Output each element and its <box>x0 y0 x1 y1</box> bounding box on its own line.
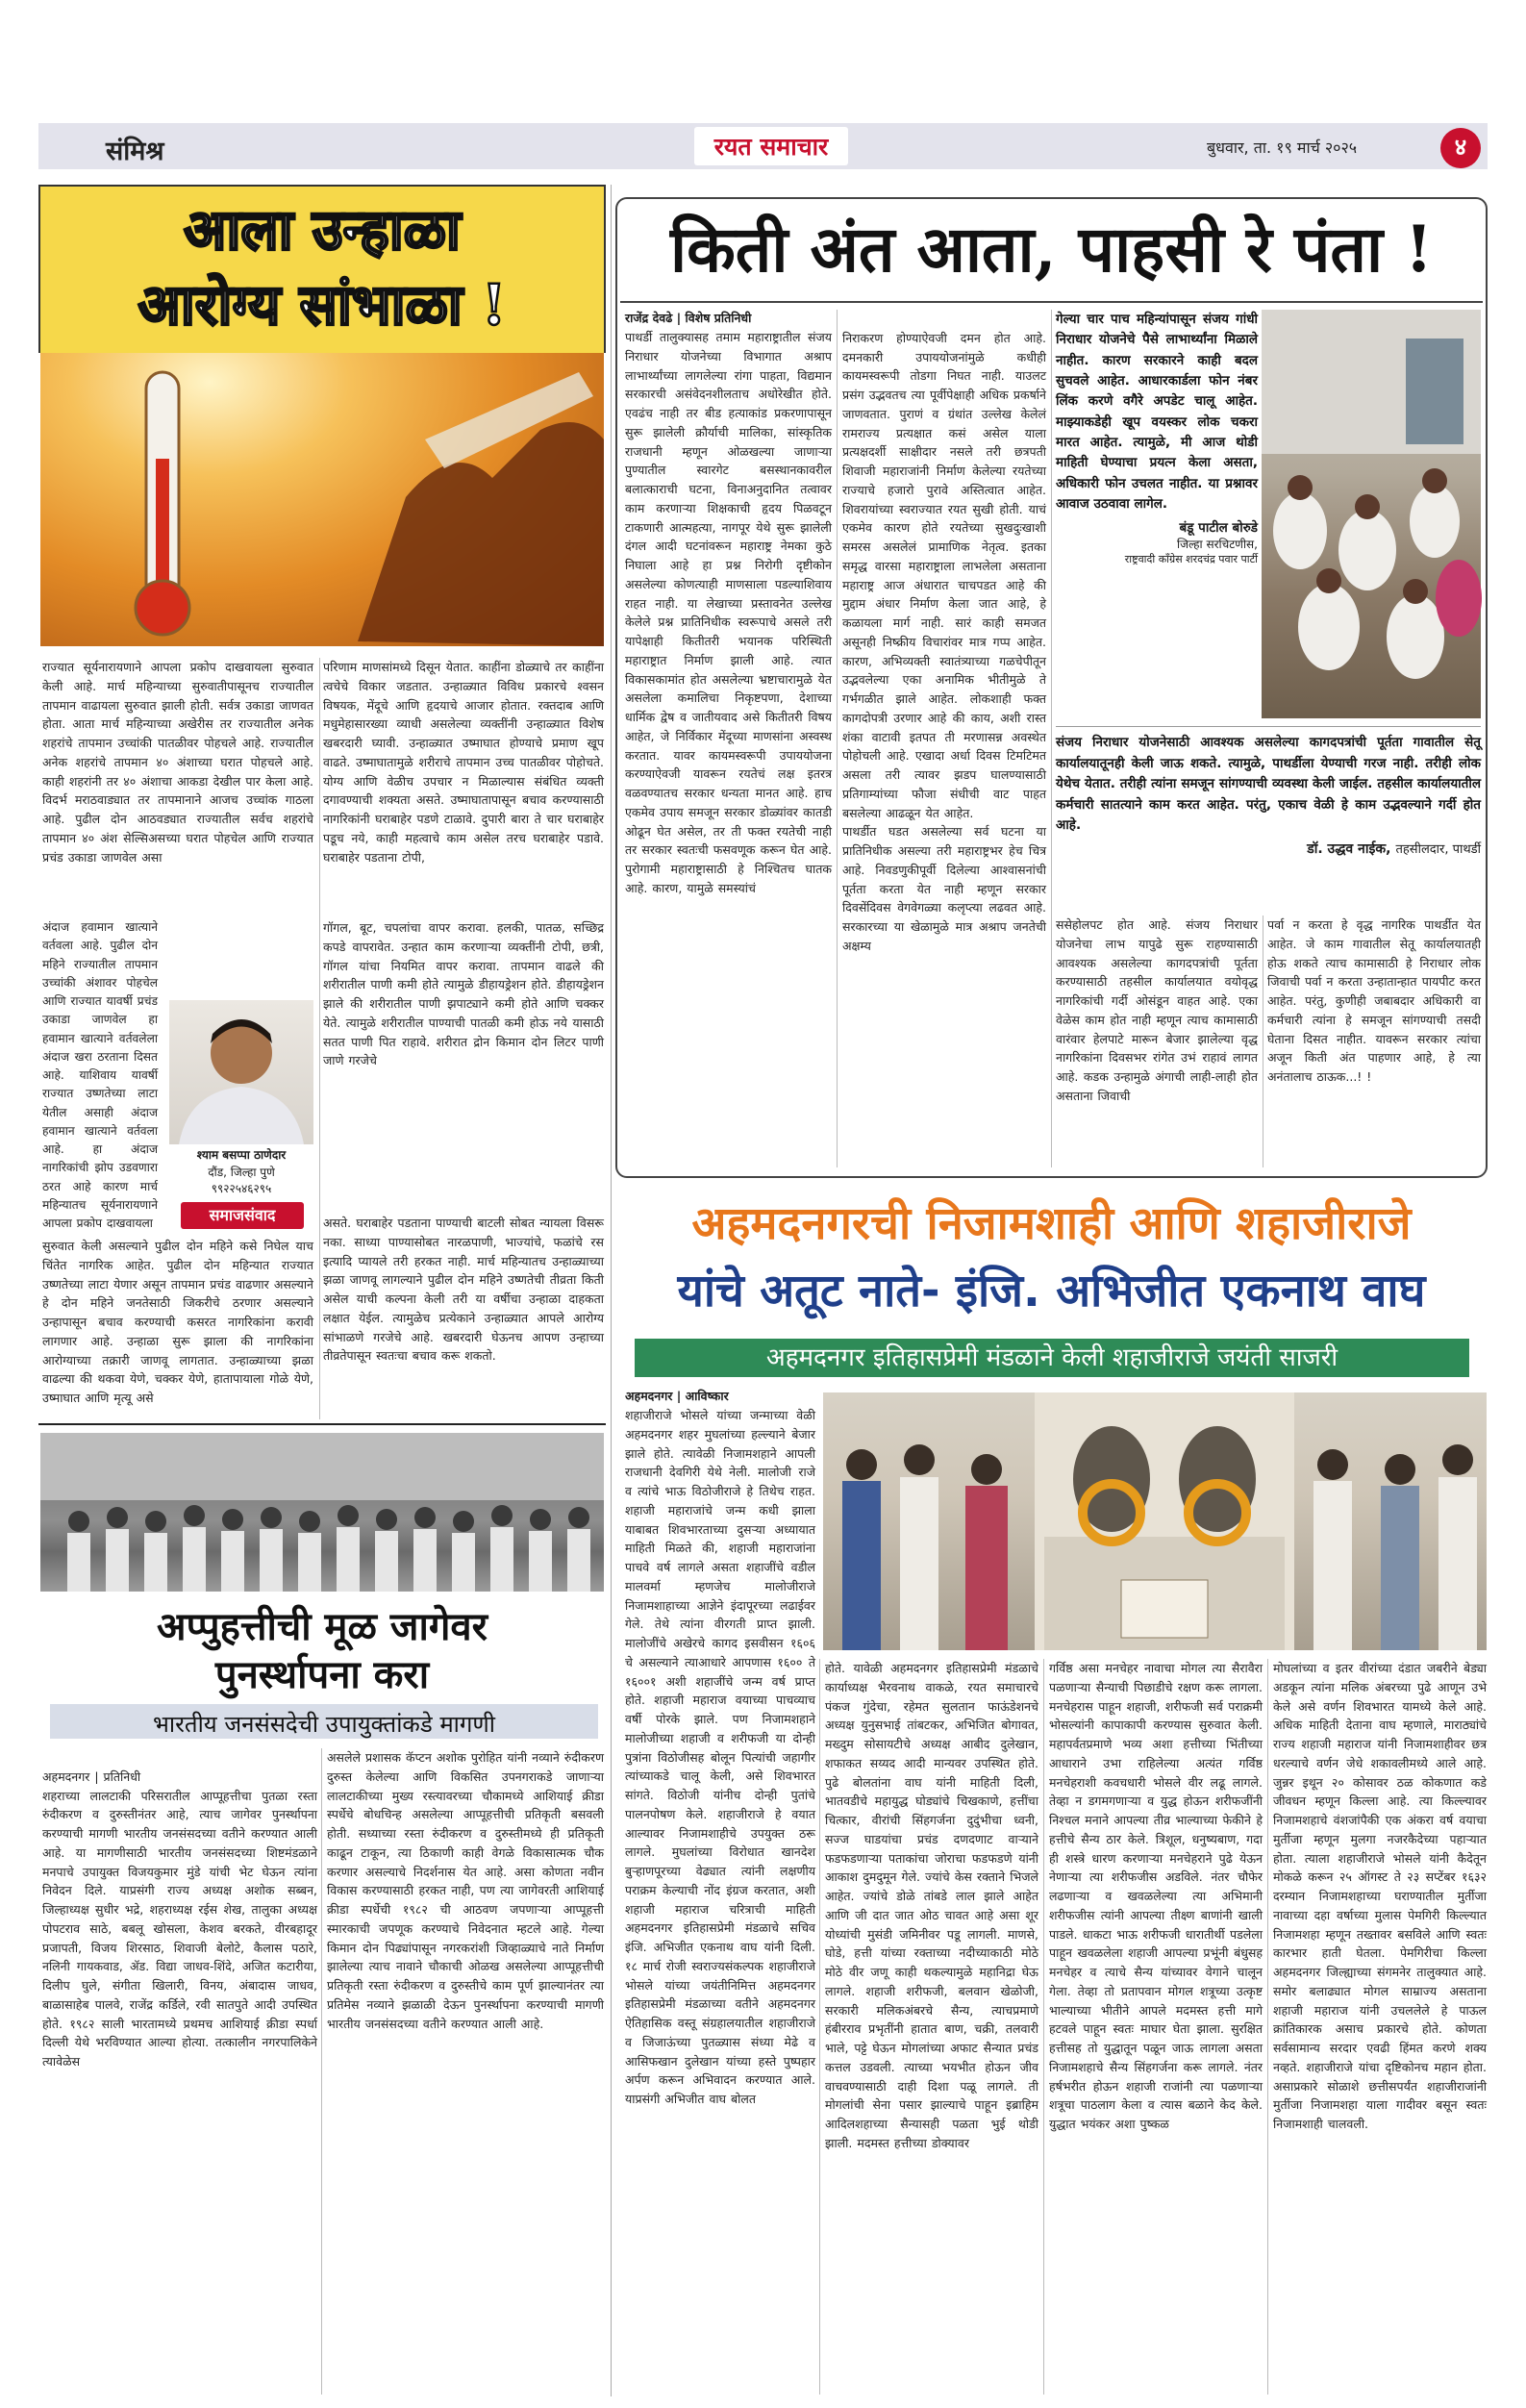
shahaji-headline-line1: अहमदनगरची निजामशाही आणि शहाजीराजे <box>691 1197 1412 1250</box>
shahaji-divider2 <box>1043 1659 1044 2395</box>
page-number-badge <box>1440 128 1481 168</box>
panta-quote-box <box>1056 310 1258 718</box>
panta-text-col3 <box>1056 916 1258 1167</box>
shahaji-text-col4 <box>1273 1659 1487 2395</box>
panta-quote-role2: राष्ट्रवादी काँग्रेस शरदचंद्र पवार पार्टी <box>1124 553 1258 566</box>
appu-paragraph: अहमदनगर | प्रतिनिधी शहराच्या लालटाकी परिसरातील आप्पूहत्तीचा पुतळा रस्ता रुंदीकरण व दुरुस्तीनंतर आहे, त्याच जागेवर पुनर्स्थापना करण्याची मागणी भारतीय जनसंसदच्या वतीने करण्यात आली आहे. या मागणीसाठी भारतीय जनसंसदच्या शिष्टमंडळाने मनपाचे उपायुक्त विजयकुमार मुंडे यांची भेट घेऊन त्यांना निवेदन दिले. याप्रसंगी राज्य अध्यक्ष अशोक सब्बन, जिल्हाध्यक्ष सुधीर भद्रे, शहराध्यक्ष रईस शेख, तालुका अध्यक्ष पोपटराव साठे, बबलू खोसला, केशव बरकते, वीरबहादूर प्रजापती, विजय शिरसाठ, शिवाजी बेलोटे, कैलास पठारे, नलिनी गायकवाड, ॲड. विद्या जाधव-शिंदे, अजित कटारीया, दिलीप घुले, संगीता खिलारी, विनय, अंबादास जाधव, बाळासाहेब पालवे, राजेंद्र कर्डिले, रवी सातपुते आदी उपस्थित होते. १९८२ साली भारतामध्ये प्रथमच आशियाई क्रीडा स्पर्धा दिल्ली येथे भरविण्यात आल्या होत्या. तत्कालीन नगरपालिकेने त्यावेळेस <box>42 1768 317 2069</box>
appu-headline-line2: पुनर्स्थापना करा <box>214 1652 430 1697</box>
appu-paragraph: असलेले प्रशासक कॅप्टन अशोक पुरोहित यांनी नव्याने रुंदीकरण दुरुस्त केलेल्या आणि विकसित उपनगराकडे जाणाऱ्या लालटाकीच्या मुख्य रस्त्यावरच्या चौकामध्ये आशियाई क्रीडा स्पर्धेचे बोधचिन्ह असलेल्या आप्पूहत्तीची प्रतिकृती बसवली होती. सध्याच्या रस्ता रुंदीकरण व दुरुस्तीमध्ये ही प्रतिकृती काढून टाकून, त्या ठिकाणी काही वेगळे विकासात्मक चौक करणार असल्याचे निदर्शनास येत आहे. असा कोणता नवीन विकास करण्यासाठी हरकत नाही, पण त्या जागेवरती आशियाई क्रीडा स्पर्धेची १९८२ ची आठवण जपणाऱ्या आप्पूहत्ती स्मारकाची जपणूक करण्याचे निवेदनात म्हटले आहे. गेल्या किमान दोन पिढ्यांपासून नगरकरांशी जिव्हाळ्याचे नाते निर्माण झालेल्या त्याच नावाने चौकाची ओळख असलेल्या आप्पूहत्तीची प्रतिकृती रस्ता रुंदीकरण व दुरुस्तीचे काम पूर्ण झाल्यानंतर त्या प्रतिमेस नव्याने झळाळी देऊन पुनर्स्थापना करण्याची मागणी भारतीय जनसंसदच्या वतीने करण्यात आली आहे. <box>327 1750 604 2031</box>
panta-divider2 <box>1051 310 1052 1167</box>
panta-official-signature <box>1056 839 1481 858</box>
shahaji-divider3 <box>1267 1659 1268 2395</box>
author-place: दौंड, जिल्हा पुणे <box>208 1166 275 1179</box>
summer-text-col2a <box>323 658 604 917</box>
shahaji-divider1 <box>819 1659 820 2395</box>
author-tag <box>181 1202 304 1229</box>
shahaji-subhead: अहमदनगर इतिहासप्रेमी मंडळाने केली शहाजीराजे जयंती साजरी <box>765 1343 1338 1372</box>
shahaji-subhead-banner <box>635 1339 1469 1377</box>
summer-headline-box <box>38 185 606 353</box>
section-label: संमिश्र <box>106 137 164 166</box>
summer-headline-line2: आरोग्य सांभाळा ! <box>138 272 507 338</box>
panta-quote-text: गेल्या चार पाच महिन्यांपासून संजय गांधी निराधार योजनेचे पैसे लाभार्थ्यांना मिळाले नाहीत. कारण सरकारने काही बदल सुचवले आहेत. आधारकार्डला फोन नंबर लिंक करणे वगैरे अपडेट चालू आहेत. माझ्याकडेही खूप वयस्कर लोक चकरा मारत आहेत. त्यामुळे, मी आज थोडी माहिती घेण्याचा प्रयत्न केला असता, अधिकारी फोन उचलत नाहीत. या प्रश्नावर आवाज उठवावा लागेल. <box>1056 312 1258 512</box>
panta-official-role: तहसीलदार, पाथर्डी <box>1395 841 1481 857</box>
summer-text-col1b <box>42 918 158 1231</box>
appu-divider <box>321 1748 322 2395</box>
panta-quote-name: बंडू पाटील बोरुडे <box>1179 520 1258 537</box>
summer-paragraph: अंदाज हवामान खात्याने वर्तवला आहे. पुढील दोन महिने राज्यातील तापमान उच्चांकी अंशावर पोहचेल आणि राज्यात यावर्षी प्रचंड उकाडा जाणवेल हा हवामान खात्याने वर्तवलेला अंदाज खरा ठरताना दिसत आहे. याशिवाय यावर्षी राज्यात उष्णतेच्या लाटा येतील असाही अंदाज हवामान खात्याने वर्तवला आहे. हा अंदाज नागरिकांची झोप उडवणारा ठरत आहे कारण मार्च महिन्यातच सूर्यनारायणाने आपला प्रकोप दाखवायला <box>42 920 158 1231</box>
appu-subhead: भारतीय जनसंसदेची उपायुक्तांकडे मागणी <box>153 1711 495 1738</box>
panta-paragraph: निराकरण होण्याऐवजी दमन होत आहे. दमनकारी उपाययोजनांमुळे कधीही कायमस्वरूपी तोडगा निघत नाही. याउलट प्रसंग उद्भवतच त्या पूर्वीपेक्षाही अधिक प्रकर्षाने जाणवतात. पुराणं व ग्रंथांत उल्लेख केलेलं रामराज्य प्रत्यक्षात कसं असेल याला प्रत्यक्षदर्शी साक्षीदार नसले तरी छत्रपती शिवाजी महाराजांनी निर्माण केलेल्या रयतेच्या राज्याचे हजारो पुरावे अस्तित्वात आहेत. शिवरायांच्या स्वराज्यात रयत सुखी होती. याचं एकमेव कारण होते रयतेच्या सुखदुःखाशी समरस असलेलं प्रामाणिक नेतृत्व. इतका समृद्ध वारसा महाराष्ट्राला लाभलेला असताना महाराष्ट्र आज अंधारात चाचपडत आहे की मुद्दाम अंधार निर्माण केला जात आहे, हे कळायला मार्ग नाही. सारं काही समजत असूनही निष्क्रीय विचारांवर मात्र गप्प आहेत. कारण, अभिव्यक्ती स्वातंत्र्याच्या गळचेपीतून उद्भवलेल्या एका अनामिक भीतीमुळे ते गर्भगळीत झाले आहेत. लोकशाही फक्त कागदोपत्री उरणार आहे की काय, अशी रास्त शंका वाटावी इतपत ती मरणासन्न अवस्थेत पोहोचली आहे. एखादा अर्धा दिवस टिमटिमत असला तरी त्यावर झडप घालण्यासाठी प्रतिगाम्यांच्या फौजा संधीची वाट पाहत बसलेल्या आढळून येत आहेत. पाथर्डीत घडत असलेल्या सर्व घटना या प्रातिनिधीक असल्या तरी महाराष्ट्रभर हेच चित्र आहे. निवडणुकीपूर्वी दिलेल्या आश्वासनांची पूर्तता करता येत नाही म्हणून सरकार दिवसेंदिवस वेगवेगळ्या कलृप्त्या लढवत आहे. सरकारच्या या खेळामुळे मात्र अश्राप जनतेची अक्षम्य <box>842 330 1046 953</box>
panta-paragraph: पाथर्डी तालुक्यासह तमाम महाराष्ट्रातील संजय निराधार योजनेच्या विभागात अश्राप लाभार्थ्यांच्या लागलेल्या रांगा पाहता, विद्यमान सरकारची असंवेदनशीलताच अधोरेखीत होते. एवढंच नाही तर बीड हत्याकांड प्रकरणापासून सुरू झालेली क्रौर्याची मालिका, सांस्कृतिक राजधानी म्हणून ओळखल्या जाणाऱ्या पुण्यातील स्वारगेट बसस्थानकावरील बलात्काराची घटना, विनाअनुदानित तत्वावर काम करणाऱ्या शिक्षकाची हृदय पिळवटून टाकणारी आत्महत्या, नागपूर येथे सुरू झालेली दंगल आदी घटनांवरून महाराष्ट्र नेमका कुठे निघाला आहे हा प्रश्न निरोगी दृष्टीकोन असलेल्या कोणत्याही माणसाला पडल्याशिवाय राहत नाही. या लेखाच्या प्रस्तावनेत उल्लेख केलेले प्रश्न प्रातिनिधीक स्वरूपाचे असले तरी यापेक्षाही कितीतरी भयानक परिस्थिती महाराष्ट्रात निर्माण झाली आहे. त्यात विकासकामांत होत असलेल्या भ्रष्टाचारामुळे येत असलेला कमालिचा निकृष्टपणा, देशाच्या धार्मिक द्वेष व जातीयवाद असे कितीतरी विषय आहेत, जे निर्विकार मेंदूच्या माणसांना अस्वस्थ करतात. यावर कायमस्वरूपी उपाययोजना करण्याऐवजी यावरून रयतेचं लक्ष इतरत्र वळवण्यातच सरकार धन्यता मानत आहे. हाच एकमेव उपाय समजून सरकार डोळ्यांवर कातडी ओढून घेत असेल, तर ती फक्त रयतेची नाही तर सरकार स्वतःची फसवणूक करून घेत आहे. पुरोगामी महाराष्ट्रासाठी हे निश्चितच घातक आहे. कारण, यामुळे समस्यांचं <box>625 330 832 895</box>
summer-text-col2c <box>323 1214 604 1419</box>
panta-crowd-photo <box>1262 310 1481 718</box>
panta-text-col4 <box>1267 916 1481 1167</box>
author-name: श्याम बसप्पा ठाणेदार <box>196 1148 287 1162</box>
appu-text-col1 <box>42 1748 317 2395</box>
panta-divider1 <box>837 310 838 1167</box>
paper-name: रयत समाचार <box>713 133 829 161</box>
panta-byline: राजेंद्र देवढे | विशेष प्रतिनिधी <box>625 311 752 325</box>
shahaji-text-col3 <box>1049 1659 1263 2395</box>
panta-paragraph: पर्वा न करता हे वृद्ध नागरिक पाथर्डीत येत आहेत. जे काम गावातील सेतू कार्यालयातही होऊ शकते त्याच कामासाठी हे निराधार लोक जिवाची पर्वा न करता उन्हातान्हात पायपीट करत आहेत. परंतु, कुणीही जबाबदार अधिकारी वा कर्मचारी त्यांना हे समजून सांगण्याची तसदी घेताना दिसत नाहीत. यावरून सरकार त्यांचा अजून किती अंत पाहणार आहे, हे त्या अनंतालाच ठाऊक...! ! <box>1267 917 1481 1084</box>
shahaji-text-col1 <box>625 1406 815 2395</box>
summer-divider <box>319 658 320 1419</box>
summer-paragraph: राज्यात सूर्यनारायणाने आपला प्रकोप दाखवायला सुरुवात केली आहे. मार्च महिन्याच्या सुरुवातीपासूनच राज्यातील तापमान वाढायला सुरुवात झाली होती. सर्वत्र उकाडा जाणवत होता. आता मार्च महिन्याच्या अखेरीस तर राज्यातील अनेक शहरांचे तापमान उच्चांकी पातळीवर पोहचले आहे. राज्यातील अनेक शहरांचे तापमान ४० अंशाच्या घरात पोहचले आहे. काही शहरांनी तर ४० अंशाचा आकडा देखील पार केला आहे. विदर्भ मराठवाड्यात तर तापमानाने आजच उच्चांक गाठला आहे. पुढील दोन आठवड्यात राज्यातील सर्वच शहरांचे तापमान ४० अंश सेल्सिअसच्या घरात पोहचेल आणि राज्यात प्रचंड उकाडा जाणवेल असा <box>42 660 313 865</box>
summer-bottom-rule <box>38 1423 606 1425</box>
shahaji-tribute-photo <box>823 1392 1487 1650</box>
shahaji-paragraph: मोघलांच्या व इतर वीरांच्या दंडात जबरीने बेड्या अडकून त्यांना मलिक अंबरच्या पुढे आणून उभे केले असे वर्णन शिवभारत यामध्ये केले आहे. अधिक माहिती देताना वाघ म्हणाले, माराठ्यांचे राज्य शहाजी महाराज यांनी निजामशाहीवर छत्र धरल्याचे वर्णन जेधे शकावलीमध्ये आले आहे. जुन्नर इथून २० कोसावर ठळ कोकणात कडे जीवधन म्हणून किल्ला आहे. त्या किल्ल्यावर निजामशहाचे वंशजांपैकी एक अंकरा वर्ष वयाचा मुर्तीजा म्हणून मुलगा नजरकैदेच्या पहाऱ्यात होता. त्याला शहाजीराजे भोसले यांनी कैदेतून मोकळे करून २५ ऑगस्ट ते २३ सप्टेंबर १६३२ दरम्यान निजामशहाच्या घराण्यातील मुर्तीजा नावाच्या दहा वर्षाच्या मुलास पेमगिरी किल्ल्यात निजामशहा म्हणून तख्तावर बसविले आणि स्वतः कारभार हाती घेतला. पेमगिरीचा किल्ला अहमदनगर जिल्ह्याच्या संगमनेर तालुक्यात आहे. समोर बलाढ्यात मोगल साम्राज्य असताना शहाजी महाराज यांनी उचललेले हे पाऊल क्रांतिकारक असाच प्रकारचे होते. कोणता सर्वसामान्य सरदार एवढी हिंमत करणे शक्य नव्हते. शहाजीराजे यांचा दृष्टिकोनच महान होता. असाप्रकारे सोळाशे छत्तीसपर्यंत शहाजीराजांनी मुर्तीजा निजामशहा याला गादीवर बसून स्वतः निजामशाही चालवली. <box>1273 1661 1487 2131</box>
page-column-rule <box>611 185 612 2396</box>
author-tag-label: समाजसंवाद <box>209 1206 276 1224</box>
panta-paragraph: ससेहोलपट होत आहे. संजय निराधार योजनेचा लाभ यापुढे सुरू राहण्यासाठी आवश्यक असलेल्या कागदपत्रांची पूर्तता करण्यासाठी तहसील कार्यालयात वयोवृद्ध नागरिकांची गर्दी ओसंडून वाहत आहे. एका वेळेस काम होत नाही म्हणून त्याच कामासाठी वारंवार हेलपाटे मारून बेजार झालेल्या वृद्ध नागरिकांना दिवसभर रांगेत उभं राहावं लागत आहे. कडक उन्हामुळे अंगाची लाही-लाही होत असताना जिवाची <box>1056 917 1258 1103</box>
summer-text-col1c <box>42 1237 313 1419</box>
panta-headline-rule <box>620 301 1483 303</box>
appu-group-photo <box>40 1433 604 1592</box>
summer-heat-photo <box>40 353 604 646</box>
summer-headline-line1: आला उन्हाळा <box>184 197 461 263</box>
shahaji-headline-line2: यांचे अतूट नाते- इंजि. अभिजीत एकनाथ वाघ <box>677 1265 1426 1317</box>
panta-text-col2 <box>842 310 1046 1167</box>
thermometer-icon <box>40 353 604 646</box>
author-photo <box>169 1000 313 1144</box>
appu-headline-line1: अप्पुहत्तीची मूळ जागेवर <box>157 1604 488 1649</box>
author-phone: ९९२२५४६२९५ <box>211 1182 272 1195</box>
shahaji-text-col2 <box>825 1659 1038 2395</box>
panta-official-name: डॉ. उद्धव नाईक, <box>1307 840 1391 857</box>
panta-official-box <box>1056 726 1481 905</box>
shahaji-paragraph: शहाजीराजे भोसले यांच्या जन्माच्या वेळी अहमदनगर शहर मुघलांच्या हल्ल्याने बेजार झाले होते. त्यावेळी निजामशहाने आपली राजधानी देवगिरी येथे नेली. मालोजी राजे व त्यांचे भाऊ विठोजीराजे हे तिथेच राहत. शहाजी महाराजांचे जन्म कधी झाला याबाबत शिवभारताच्या दुसऱ्या अध्यायात माहिती मिळते की, शहाजी महाराजांना पाचवे वर्ष लागले असता शहाजींचे वडील मालवर्मा म्हणजेच मालोजीराजे निजामशाहाच्या आज्ञेने इंदापूरच्या लढाईवर गेले. तेथे त्यांना वीरगती प्राप्त झाली. मालोजींचे अखेरचे कागद इसवीसन १६०६ चे असल्याने त्याआधारे आपणास १६०० ते १६००१ अशी शहाजींचे जन्म वर्ष प्राप्त होते. शहाजी महाराज वयाच्या पाचव्याच वर्षी पोरके झाले. पण निजामशहाने मालोजीच्या शहाजी व शरीफजी या दोन्ही पुत्रांना विठोजीसह बोलून पित्यांची जहागीर त्यांच्याकडे चालू केली, असे शिवभारत सांगते. विठोजी यांनीच दोन्ही पुतांचे पालनपोषण केले. शहाजीराजे हे वयात आल्यावर निजामशाहीचे उपयुक्त ठरू लागले. मुघलांच्या विरोधात खानदेश बुऱ्हाणपूरच्या वेढ्यात त्यांनी लक्षणीय पराक्रम केल्याची नोंद इंग्रज करतात, अशी शहाजी महाराज चरित्राची माहिती अहमदनगर इतिहासप्रेमी मंडळाचे सचिव इंजि. अभिजीत एकनाथ वाघ यांनी दिली. १८ मार्च रोजी स्वराज्यसंकल्पक शहाजीराजे भोसले यांच्या जयंतीनिमित्त अहमदनगर इतिहासप्रेमी मंडळाच्या वतीने अहमदनगर ऐतिहासिक वस्तू संग्रहालयातील शहाजीराजे व जिजाऊंच्या पुतळ्यास संध्या मेढे व आसिफखान दुलेखान यांच्या हस्ते पुष्पहार अर्पण करून अभिवादन करण्यात आले. याप्रसंगी अभिजीत वाघ बोलत <box>625 1408 815 2106</box>
summer-paragraph: असते. घराबाहेर पडताना पाण्याची बाटली सोबत न्यायला विसरू नका. साध्या पाण्यासोबत नारळपाणी, भाज्यांचे, फळांचे रस इत्यादि प्यायले तरी हरकत नाही. मार्च महिन्यातच उन्हाळ्याच्या झळा जाणवू लागल्याने पुढील दोन महिने उष्णतेची तीव्रता किती असेल याची कल्पना केली तरी या वर्षीचा उन्हाळा दाहकता लक्षात येईल. त्यामुळेच प्रत्येकाने उन्हाळ्यात आपले आरोग्य सांभाळणे गरजेचे आहे. खबरदारी घेऊनच आपण उन्हाच्या तीव्रतेपासून स्वतःचा बचाव करू शकतो. <box>323 1216 604 1364</box>
summer-paragraph: परिणाम माणसांमध्ये दिसून येतात. काहींना डोळ्याचे तर काहींना त्वचेचे विकार जडतात. उन्हाळ्यात विविध प्रकारचे श्वसन विषयक, मेंदूचे आणि हृदयाचे आजार होतात. रक्तदाब आणि मधुमेहासारख्या व्याधी असलेल्या व्यक्तींनी उन्हाळ्यात विशेष खबरदारी घ्यावी. उन्हाळ्यात उष्माघात होण्याचे प्रमाण खूप वाढते. उष्माघातामुळे शरीराचे तापमान उच्च पातळीवर पोहोचते. योग्य आणि वेळीच उपचार न मिळाल्यास संबंधित व्यक्ती दगावण्याची शक्यता असते. उष्माघातापासून बचाव करण्यासाठी नागरिकांनी घराबाहेर पडणे टाळावे. दुपारी बारा ते चार घराबाहेर पडूच नये, काही महत्वाचे काम असेल तरच घराबाहेर पडावे. घराबाहेर पडताना टोपी, <box>323 660 604 865</box>
panta-headline: किती अंत आता, पाहसी रे पंता ! <box>669 212 1434 287</box>
page-number: ४ <box>1454 134 1467 161</box>
appu-text-col2 <box>327 1748 604 2395</box>
shahaji-paragraph: गर्विष्ठ असा मनचेहर नावाचा मोगल त्या सैरावैरा पळणाऱ्या सैन्याची पिछाडीचे रक्षण करू लागला. मनचेहरास पाहून शहाजी, शरीफजी सर्व पराक्रमी भोसल्यांनी कापाकापी करण्यास सुरुवात केली. महापर्वतप्रमाणे भव्य अशा हत्तीच्या भिंतीच्या आधाराने उभा राहिलेल्या अत्यंत गर्विष्ठ मनचेहराशी कवचधारी भोसले वीर लढू लागले. तेव्हा न डगमगणाऱ्या व युद्ध होऊन शरीफजींनी निश्चल मनाने आपल्या तीव्र भाल्याच्या फेकीने हे हत्तीचे सैन्य ठार केले. त्रिशूल, धनुष्यबाण, गदा ही शस्त्रे धारण करणाऱ्या मनचेहराने पुढे येऊन नेणाऱ्या त्या शरीफजीस अडविले. नंतर चौफेर लढणाऱ्या व खवळलेल्या त्या अभिमानी शरीफजीस त्यांनी आपल्या तीक्ष्ण बाणांनी खाली पाडले. धाकटा भाऊ शरीफजी धारातीर्थी पडलेला पाहून खवळलेला शहाजी आपल्या प्रभूंनी बंधुसह मनचेहर व त्याचे सैन्य यांच्यावर वेगाने चालून गेला. तेव्हा तो प्रतापवान मोगल शत्रूच्या उत्कृष्ट भाल्याच्या भीतीने आपले मदमस्त हत्ती मागे हटवले पाहून स्वतः माघार घेता झाला. सुरक्षित हत्तीसह तो युद्धातून पळून जाऊ लागला असता निजामशहाचे सैन्य सिंहगर्जना करू लागले. नंतर हर्षभरीत होऊन शहाजी राजांनी त्या पळणाऱ्या शत्रूचा पाठलाग केला व त्यास बळाने केद केले. युद्धात भयंकर अशा पुष्कळ <box>1049 1661 1263 2131</box>
summer-paragraph: गॉगल, बूट, चपलांचा वापर करावा. हलकी, पातळ, सच्छिद्र कपडे वापरावेत. उन्हात काम करणाऱ्या व्यक्तींनी टोपी, छत्री, गॉगल यांचा नियमित वापर करावा. तापमान वाढले की शरीरातील पाणी कमी होते त्यामुळे डीहायड्रेशन होते. डीहायड्रेशन झाले की शरीरातील पाणी झपाट्याने कमी होते आणि चक्कर येते. त्यामुळे शरीरातील पाण्याची पातळी कमी होऊ नये यासाठी सतत पाणी पित राहावे. शरीरात द्रोन किमान दोन लिटर पाणी जाणे गरजेचे <box>323 920 604 1068</box>
summer-paragraph: सुरुवात केली असल्याने पुढील दोन महिने कसे निघेल याच चिंतेत नागरिक आहेत. पुढील दोन महिन्यात राज्यात उष्णतेच्या लाटा येणार असून तापमान प्रचंड वाढणार असल्याने हे दोन महिने जनतेसाठी जिकरीचे ठरणार असल्याने उन्हापासून बचाव करण्याची कसरत नागरिकांना करावी लागणार आहे. उन्हाळा सुरू झाला की नागरिकांना आरोग्याच्या तक्रारी जाणवू लागतात. उन्हाळ्याच्या झळा वाढल्या की थकवा येणे, चक्कर येणे, हातापायाला गोळे येणे, उष्माघात आणि मृत्यू असे <box>42 1239 313 1405</box>
panta-text-col1 <box>625 328 832 1167</box>
issue-date: बुधवार, ता. १९ मार्च २०२५ <box>1207 138 1358 157</box>
summer-text-col2b <box>323 918 604 1212</box>
panta-official-text: संजय निराधार योजनेसाठी आवश्यक असलेल्या कागदपत्रांची पूर्तता गावातील सेतू कार्यालयातूनही केली जाऊ शकते. त्यामुळे, पाथर्डीला येण्याची गरज नाही. तरीही लोक येथेच येतात. तरीही त्यांना समजून सांगण्याची व्यवस्था केली जाईल. तहसील कार्यालयातील कर्मचारी सातत्याने काम करत आहेत. परंतु, एकाच वेळी हे काम उद्भवल्याने गर्दी होत आहे. <box>1056 735 1481 834</box>
panta-quote-role1: जिल्हा सरचिटणीस, <box>1177 538 1258 552</box>
shahaji-paragraph: होते. यावेळी अहमदनगर इतिहासप्रेमी मंडळाचे कार्याध्यक्ष भैरवनाथ वाकळे, रयत समाचारचे पंकज गुंदेचा, रहेमत सुलतान फाऊंडेशनचे अध्यक्ष युनुसभाई तांबटकर, अभिजित बोगावत, मख्दुम सोसायटीचे अध्यक्ष आबीद दुलेखान, शफाकत सय्यद आदी मान्यवर उपस्थित होते. पुढे बोलतांना वाघ यांनी माहिती दिली, भातवडीचे महायुद्ध घोड्यांचे चिखकाणे, हत्तींचा चित्कार, वीरांची सिंहगर्जना दुदुंभीचा ध्वनी, सज्ज घाडयांचा प्रचंड दणदणाट वाऱ्याने फडफडणाऱ्या पताकांचा जोराचा फडफडणे यांनी आकाश दुमदुमून गेले. ज्यांचे केस रक्ताने भिजले आहेत. ज्यांचे डोळे तांबडे लाल झाले आहेत आणि जी दात जात ओठ चावत आहे असा शूर योध्यांची मुसंडी जमिनीवर पडू लागली. माणसे, घोडे, हत्ती यांच्या रक्ताच्या नदीच्याकाठी मोठे मोठे वीर जणू काही थकल्यामुळे महानिद्रा घेऊ लागले. शहाजी शरीफजी, बलवान खेळोजी, सरकारी मलिकअंबरचे सैन्य, त्याचप्रमाणे हंबीरराव प्रभृतींनी हातात बाण, चक्री, तलवारी भाले, पट्टे घेऊन मोगलांच्या अफाट सैन्यात प्रचंड कत्तल उडवली. त्याच्या भयभीत होऊन जीव वाचवण्यासाठी दाही दिशा पळू लागले. ती मोगलांची सेना पसार झाल्याचे पाहून इब्राहिम आदिलशहाच्या सैन्यासही पळता भुई थोडी झाली. मदमस्त हत्तीच्या डोक्यावर <box>825 1661 1038 2150</box>
summer-text-col1a <box>42 658 313 917</box>
shahaji-byline: अहमदनगर | आविष्कार <box>625 1389 729 1403</box>
